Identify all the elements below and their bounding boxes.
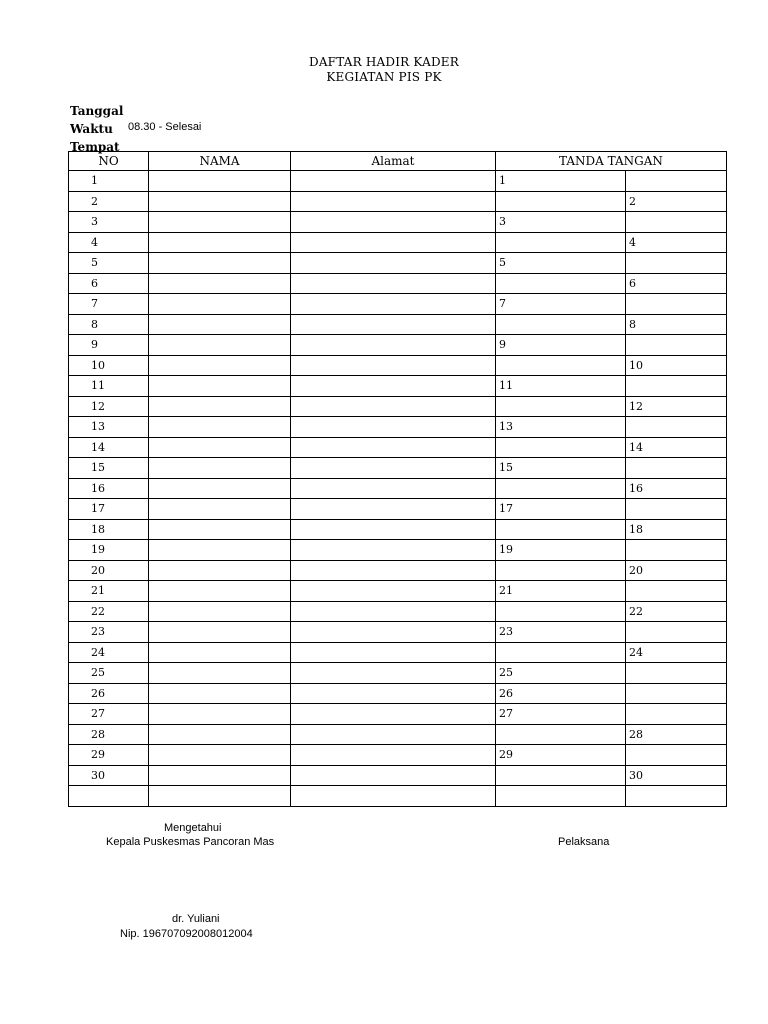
- signature-cell-right: [626, 663, 727, 684]
- name-cell: [149, 191, 291, 212]
- signature-cell-right: [626, 376, 727, 397]
- table-row: [69, 253, 727, 274]
- name-cell: [149, 745, 291, 766]
- waktu-label: Waktu: [70, 122, 113, 136]
- table-row: [69, 704, 727, 725]
- table-row: [69, 314, 727, 335]
- row-number: 14: [69, 437, 149, 458]
- signature-cell-left: [496, 724, 626, 745]
- name-cell: [149, 519, 291, 540]
- table-body: [69, 171, 727, 807]
- name-cell: [149, 581, 291, 602]
- signature-cell-left: 21: [496, 581, 626, 602]
- signature-cell-right: 30: [626, 765, 727, 786]
- address-cell: [291, 724, 496, 745]
- address-cell: [291, 560, 496, 581]
- address-cell: [291, 273, 496, 294]
- signature-cell-right: 6: [626, 273, 727, 294]
- table-row: [69, 437, 727, 458]
- signature-cell-right: 4: [626, 232, 727, 253]
- row-number: 22: [69, 601, 149, 622]
- name-cell: [149, 253, 291, 274]
- signature-cell-left: [496, 765, 626, 786]
- signature-cell-right: [626, 622, 727, 643]
- signature-cell-left: [496, 601, 626, 622]
- signature-cell-right: [626, 683, 727, 704]
- row-number: 20: [69, 560, 149, 581]
- row-number: 29: [69, 745, 149, 766]
- name-cell: [149, 273, 291, 294]
- meta-block: [70, 102, 123, 156]
- table-row: [69, 540, 727, 561]
- row-number: 1: [69, 171, 149, 192]
- signature-cell-right: [626, 417, 727, 438]
- signature-cell-right: 18: [626, 519, 727, 540]
- header-tanda-tangan: TANDA TANGAN: [496, 152, 727, 171]
- table-row: [69, 581, 727, 602]
- row-number: [69, 786, 149, 807]
- address-cell: [291, 335, 496, 356]
- row-number: 21: [69, 581, 149, 602]
- kepala-label: Kepala Puskesmas Pancoran Mas: [106, 836, 275, 848]
- table-row: [69, 273, 727, 294]
- table-row: [69, 335, 727, 356]
- signature-cell-left: [496, 232, 626, 253]
- pelaksana-label: Pelaksana: [558, 836, 610, 848]
- attendance-table: [68, 151, 727, 807]
- signature-cell-left: 3: [496, 212, 626, 233]
- address-cell: [291, 171, 496, 192]
- address-cell: [291, 683, 496, 704]
- signature-cell-right: [626, 499, 727, 520]
- row-number: 15: [69, 458, 149, 479]
- name-cell: [149, 704, 291, 725]
- row-number: 28: [69, 724, 149, 745]
- tempat-label: Tempat: [70, 140, 120, 154]
- signature-cell-left: 23: [496, 622, 626, 643]
- name-cell: [149, 560, 291, 581]
- signature-cell-right: 10: [626, 355, 727, 376]
- mengetahui-label: Mengetahui: [164, 822, 222, 834]
- address-cell: [291, 191, 496, 212]
- address-cell: [291, 745, 496, 766]
- row-number: 6: [69, 273, 149, 294]
- address-cell: [291, 478, 496, 499]
- address-cell: [291, 232, 496, 253]
- signature-cell-left: [496, 355, 626, 376]
- name-cell: [149, 376, 291, 397]
- address-cell: [291, 540, 496, 561]
- signature-cell-right: 28: [626, 724, 727, 745]
- table-row: [69, 519, 727, 540]
- table-row: [69, 478, 727, 499]
- row-number: 27: [69, 704, 149, 725]
- signature-cell-right: 12: [626, 396, 727, 417]
- signature-cell-left: 9: [496, 335, 626, 356]
- signature-cell-left: [496, 642, 626, 663]
- table-row: [69, 724, 727, 745]
- row-number: 5: [69, 253, 149, 274]
- table-row: [69, 396, 727, 417]
- header-no: NO: [69, 152, 149, 171]
- table-row: [69, 458, 727, 479]
- name-cell: [149, 458, 291, 479]
- tanggal-label: Tanggal: [70, 104, 124, 118]
- row-number: 7: [69, 294, 149, 315]
- name-cell: [149, 765, 291, 786]
- row-number: 8: [69, 314, 149, 335]
- address-cell: [291, 376, 496, 397]
- signature-cell-right: 8: [626, 314, 727, 335]
- row-number: 16: [69, 478, 149, 499]
- row-number: 17: [69, 499, 149, 520]
- table-row: [69, 765, 727, 786]
- signature-cell-right: 2: [626, 191, 727, 212]
- address-cell: [291, 581, 496, 602]
- table-row: [69, 601, 727, 622]
- name-cell: [149, 663, 291, 684]
- address-cell: [291, 355, 496, 376]
- signature-cell-left: [496, 519, 626, 540]
- name-cell: [149, 232, 291, 253]
- address-cell: [291, 663, 496, 684]
- signature-cell-left: 13: [496, 417, 626, 438]
- signature-cell-left: [496, 560, 626, 581]
- name-cell: [149, 314, 291, 335]
- address-cell: [291, 601, 496, 622]
- signature-cell-left: 25: [496, 663, 626, 684]
- signature-cell-right: [626, 212, 727, 233]
- signature-cell-right: [626, 294, 727, 315]
- document-title: [0, 55, 768, 85]
- name-cell: [149, 396, 291, 417]
- address-cell: [291, 417, 496, 438]
- name-cell: [149, 724, 291, 745]
- table-row: [69, 642, 727, 663]
- signature-cell-left: [496, 396, 626, 417]
- address-cell: [291, 437, 496, 458]
- signature-cell-left: 7: [496, 294, 626, 315]
- row-number: 11: [69, 376, 149, 397]
- name-cell: [149, 212, 291, 233]
- signature-cell-left: [496, 273, 626, 294]
- address-cell: [291, 499, 496, 520]
- signature-cell-left: [496, 314, 626, 335]
- signature-cell-right: [626, 253, 727, 274]
- address-cell: [291, 253, 496, 274]
- signature-cell-left: 15: [496, 458, 626, 479]
- signature-cell-right: [626, 171, 727, 192]
- signature-cell-right: 20: [626, 560, 727, 581]
- row-number: 18: [69, 519, 149, 540]
- signature-cell-left: 11: [496, 376, 626, 397]
- table-row: [69, 191, 727, 212]
- row-number: 2: [69, 191, 149, 212]
- address-cell: [291, 786, 496, 807]
- signature-cell-left: 26: [496, 683, 626, 704]
- signature-cell-left: [496, 786, 626, 807]
- address-cell: [291, 642, 496, 663]
- row-number: 13: [69, 417, 149, 438]
- name-cell: [149, 540, 291, 561]
- table-row: [69, 560, 727, 581]
- signature-cell-right: [626, 581, 727, 602]
- signature-cell-right: [626, 540, 727, 561]
- row-number: 30: [69, 765, 149, 786]
- name-cell: [149, 622, 291, 643]
- row-number: 25: [69, 663, 149, 684]
- table-row-empty: [69, 786, 727, 807]
- signature-cell-left: 19: [496, 540, 626, 561]
- signature-cell-right: [626, 704, 727, 725]
- signature-cell-left: 27: [496, 704, 626, 725]
- table-row: [69, 294, 727, 315]
- title-line-2: KEGIATAN PIS PK: [326, 70, 442, 84]
- row-number: 19: [69, 540, 149, 561]
- row-number: 4: [69, 232, 149, 253]
- signature-cell-right: [626, 745, 727, 766]
- table-row: [69, 355, 727, 376]
- name-cell: [149, 601, 291, 622]
- signature-cell-left: 17: [496, 499, 626, 520]
- table-row: [69, 663, 727, 684]
- signature-cell-right: [626, 786, 727, 807]
- address-cell: [291, 519, 496, 540]
- name-cell: [149, 478, 291, 499]
- address-cell: [291, 314, 496, 335]
- row-number: 9: [69, 335, 149, 356]
- address-cell: [291, 704, 496, 725]
- row-number: 26: [69, 683, 149, 704]
- table-row: [69, 745, 727, 766]
- signature-cell-right: 24: [626, 642, 727, 663]
- signature-cell-right: [626, 458, 727, 479]
- signature-cell-right: 16: [626, 478, 727, 499]
- row-number: 12: [69, 396, 149, 417]
- name-cell: [149, 642, 291, 663]
- header-nama: NAMA: [149, 152, 291, 171]
- table-row: [69, 499, 727, 520]
- table-row: [69, 212, 727, 233]
- row-number: 10: [69, 355, 149, 376]
- table-row: [69, 417, 727, 438]
- table-row: [69, 622, 727, 643]
- header-alamat: Alamat: [291, 152, 496, 171]
- signature-cell-left: 1: [496, 171, 626, 192]
- name-cell: [149, 335, 291, 356]
- row-number: 24: [69, 642, 149, 663]
- table-header-row: [69, 152, 727, 171]
- signature-cell-right: 22: [626, 601, 727, 622]
- signature-cell-left: 5: [496, 253, 626, 274]
- signature-cell-left: [496, 191, 626, 212]
- waktu-value: 08.30 - Selesai: [128, 121, 202, 133]
- name-cell: [149, 417, 291, 438]
- row-number: 3: [69, 212, 149, 233]
- name-cell: [149, 355, 291, 376]
- name-cell: [149, 683, 291, 704]
- name-cell: [149, 786, 291, 807]
- name-cell: [149, 294, 291, 315]
- name-cell: [149, 171, 291, 192]
- table-row: [69, 171, 727, 192]
- address-cell: [291, 396, 496, 417]
- address-cell: [291, 765, 496, 786]
- row-number: 23: [69, 622, 149, 643]
- signature-cell-right: [626, 335, 727, 356]
- address-cell: [291, 294, 496, 315]
- address-cell: [291, 622, 496, 643]
- name-cell: [149, 437, 291, 458]
- signer-name: dr. Yuliani: [172, 913, 220, 925]
- table-row: [69, 376, 727, 397]
- title-line-1: DAFTAR HADIR KADER: [309, 55, 459, 69]
- name-cell: [149, 499, 291, 520]
- signature-cell-left: 29: [496, 745, 626, 766]
- signature-cell-left: [496, 437, 626, 458]
- signature-cell-left: [496, 478, 626, 499]
- signer-nip: Nip. 196707092008012004: [120, 928, 253, 940]
- address-cell: [291, 212, 496, 233]
- table-row: [69, 232, 727, 253]
- signature-cell-right: 14: [626, 437, 727, 458]
- table-row: [69, 683, 727, 704]
- address-cell: [291, 458, 496, 479]
